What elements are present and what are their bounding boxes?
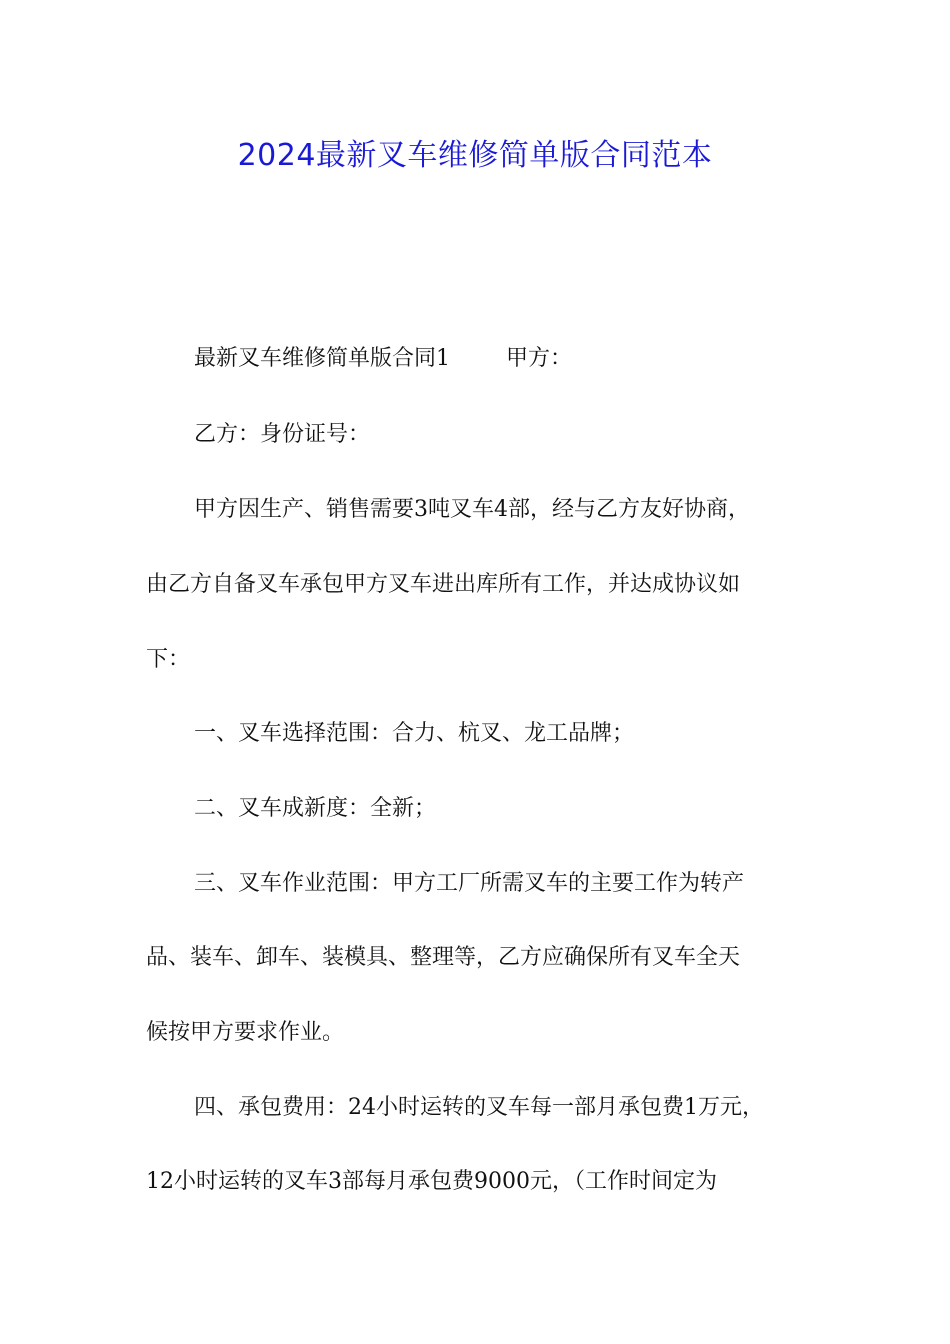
clause-3-line: 品、装车、卸车、装模具、整理等，乙方应确保所有叉车全天 <box>146 945 741 970</box>
paragraph-line: 甲方因生产、销售需要3吨叉车4部，经与乙方友好协商， <box>194 497 750 522</box>
contract-heading: 最新叉车维修简单版合同1 <box>194 346 450 371</box>
clause-3-line: 三、叉车作业范围：甲方工厂所需叉车的主要工作为转产 <box>194 871 745 896</box>
document-title: 2024最新叉车维修简单版合同范本 <box>237 138 713 173</box>
clause-2: 二、叉车成新度：全新； <box>194 796 437 821</box>
paragraph-line: 下： <box>146 647 191 672</box>
paragraph-line: 由乙方自备叉车承包甲方叉车进出库所有工作，并达成协议如 <box>146 572 741 597</box>
party-a-label: 甲方： <box>506 346 573 371</box>
contract-heading-line <box>194 347 874 371</box>
clause-4-line: 12小时运转的叉车3部每月承包费9000元，（工作时间定为 <box>146 1169 717 1194</box>
party-b-line: 乙方：身份证号： <box>194 422 371 447</box>
clause-4-line: 四、承包费用：24小时运转的叉车每一部月承包费1万元， <box>194 1095 764 1120</box>
clause-1: 一、叉车选择范围：合力、杭叉、龙工品牌； <box>194 721 635 746</box>
clause-3-line: 候按甲方要求作业。 <box>146 1020 345 1045</box>
